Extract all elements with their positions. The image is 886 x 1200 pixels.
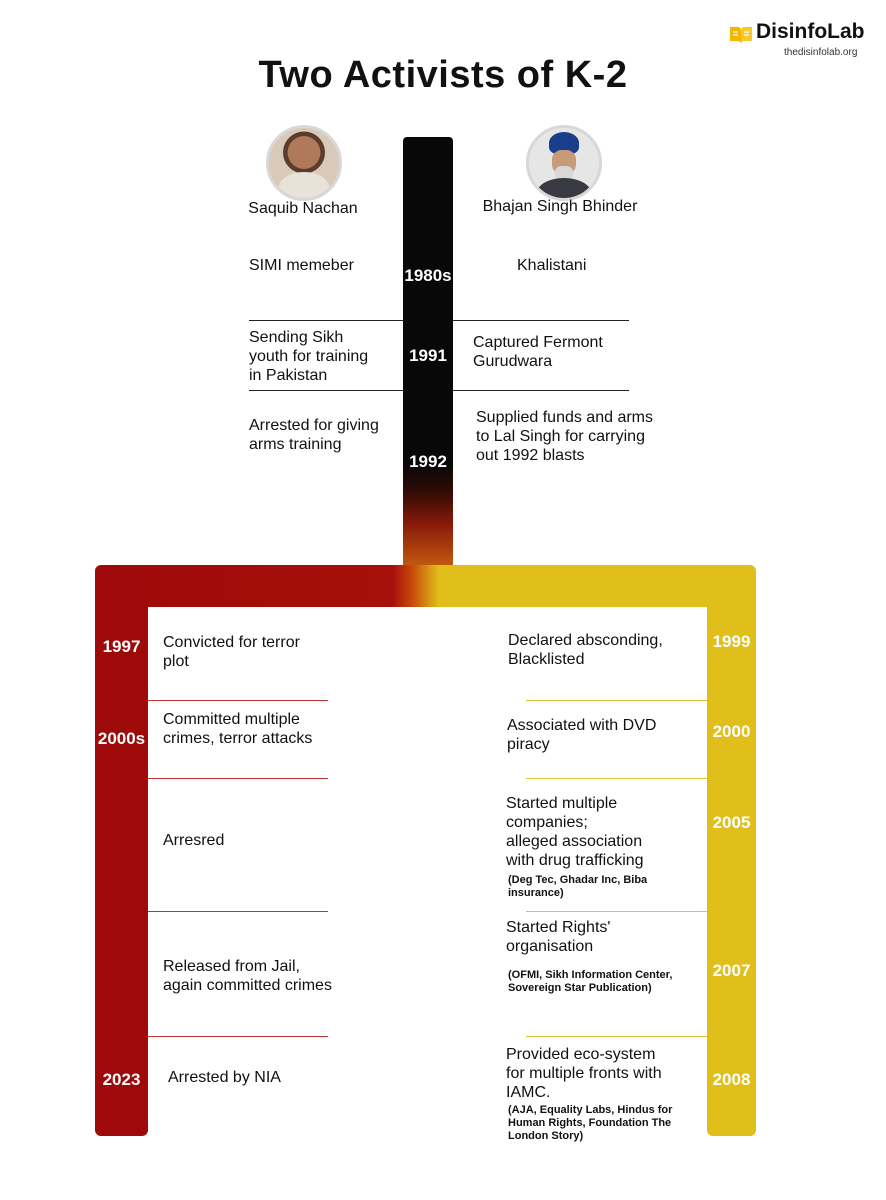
divider: [526, 911, 707, 912]
year-label: 1980s: [404, 266, 452, 285]
divider: [148, 778, 328, 779]
event-text: Sending Sikh youth for training in Pakistan: [249, 329, 369, 384]
year-label: 1997: [102, 637, 141, 656]
branch-bar: [95, 565, 756, 607]
event-text: SIMI memeber: [249, 257, 354, 274]
divider: [148, 700, 328, 701]
event-text: Committed multiple crimes, terror attacks: [163, 711, 313, 747]
event-text: Captured Fermont Gurudwara: [473, 334, 603, 370]
year-label: 1991: [409, 346, 447, 365]
divider: [526, 1036, 707, 1037]
person-name-left: Saquib Nachan: [248, 200, 358, 217]
book-icon: [728, 23, 754, 47]
event-text: Arresred: [163, 832, 225, 849]
event-note: (Deg Tec, Ghadar Inc, Biba insurance): [508, 874, 648, 899]
divider: [249, 390, 404, 391]
year-label: 2008: [712, 1070, 751, 1089]
avatar: [266, 125, 342, 201]
event-text: Declared absconding, Blacklisted: [508, 632, 663, 668]
year-label: 2007: [712, 961, 751, 980]
year-label: 2005: [712, 813, 751, 832]
event-note: (OFMI, Sikh Information Center, Sovereign Star Publication): [508, 969, 673, 994]
year-label: 2000s: [97, 729, 146, 748]
event-text: Released from Jail, again committed crimes: [163, 958, 332, 994]
year-label: 2000: [712, 722, 751, 741]
divider: [453, 390, 629, 391]
divider: [148, 1036, 328, 1037]
avatar: [526, 125, 602, 201]
event-note: (AJA, Equality Labs, Hindus for Human Rights, Foundation The London Story): [508, 1104, 673, 1142]
event-text: Started Rights' organisation: [506, 919, 611, 955]
event-text: Convicted for terror plot: [163, 634, 300, 670]
divider: [148, 911, 328, 912]
event-text: Supplied funds and arms to Lal Singh for carrying out 1992 blasts: [476, 409, 653, 464]
event-text: Khalistani: [517, 257, 587, 274]
divider: [526, 700, 707, 701]
person-name-right: Bhajan Singh Bhinder: [482, 198, 638, 215]
event-text: Arrested by NIA: [168, 1069, 281, 1086]
event-text: Arrested for giving arms training: [249, 417, 379, 453]
page-title: Two Activists of K-2: [258, 54, 628, 96]
event-text: Provided eco-system for multiple fronts with IAMC.: [506, 1046, 662, 1101]
event-text: Started multiple companies; alleged association with drug trafficking: [506, 795, 644, 869]
left-column: [95, 600, 148, 1136]
year-label: 2023: [102, 1070, 141, 1089]
year-label: 1999: [712, 632, 751, 651]
brand-name: DisinfoLab: [756, 20, 865, 43]
year-label: 1992: [409, 452, 447, 471]
divider: [526, 778, 707, 779]
event-text: Associated with DVD piracy: [507, 717, 657, 753]
divider: [453, 320, 629, 321]
divider: [249, 320, 404, 321]
brand-site: thedisinfolab.org: [784, 47, 858, 58]
right-column: [707, 600, 756, 1136]
